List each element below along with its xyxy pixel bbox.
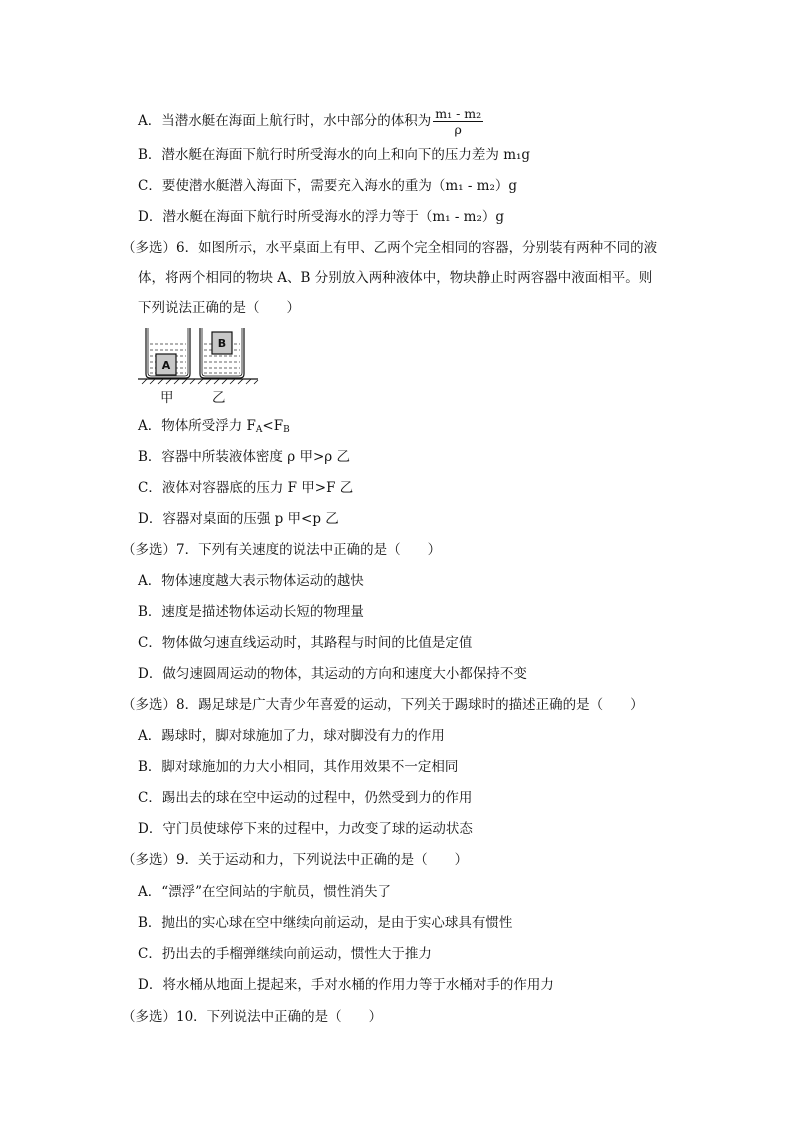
q9-option-d: D．将水桶从地面上提起来，手对水桶的作用力等于水桶对手的作用力 — [138, 977, 554, 993]
q7-option-c: C．物体做匀速直线运动时，其路程与时间的比值是定值 — [138, 635, 473, 651]
q6-option-a: A．物体所受浮力 $F_A<F_B$ — [138, 418, 290, 435]
q9-stem: （多选）9．关于运动和力，下列说法中正确的是（ ） — [122, 852, 469, 868]
q6-stem-line2: 体，将两个相同的物块 A、B 分别放入两种液体中，物块静止时两容器中液面相平。则 — [138, 270, 653, 286]
fraction-denominator: ρ — [454, 122, 462, 137]
q6-option-d: D．容器对桌面的压强 p 甲<p 乙 — [138, 511, 339, 527]
q8-option-c: C．踢出去的球在空中运动的过程中，仍然受到力的作用 — [138, 790, 473, 806]
q6-option-c: C．液体对容器底的压力 F 甲>F 乙 — [138, 480, 354, 496]
q5-option-b: B．潜水艇在海面下航行时所受海水的向上和向下的压力差为 m₁g — [138, 147, 531, 163]
q7-option-a: A．物体速度越大表示物体运动的越快 — [138, 573, 364, 589]
label-yi: 乙 — [212, 390, 226, 406]
q8-stem: （多选）8．踢足球是广大青少年喜爱的运动，下列关于踢球时的描述正确的是（ ） — [122, 697, 644, 713]
q9-option-a: A．“漂浮”在空间站的宇航员，惯性消失了 — [138, 884, 392, 900]
q10-stem: （多选）10．下列说法中正确的是（ ） — [122, 1009, 383, 1025]
q7-stem: （多选）7．下列有关速度的说法中正确的是（ ） — [122, 542, 442, 558]
containers-diagram — [138, 326, 263, 388]
q5-option-c: C．要使潜水艇潜入海面下，需要充入海水的重为（m₁ - m₂）g — [138, 178, 518, 194]
q5-option-a-fraction — [433, 106, 483, 137]
q7-option-b: B．速度是描述物体运动长短的物理量 — [138, 604, 364, 620]
q7-option-d: D．做匀速圆周运动的物体，其运动的方向和速度大小都保持不变 — [138, 666, 527, 682]
q5-option-a-text: A．当潜水艇在海面上航行时，水中部分的体积为 — [138, 113, 432, 129]
q9-option-b: B．抛出的实心球在空中继续向前运动，是由于实心球具有惯性 — [138, 915, 513, 931]
q6-option-b: B．容器中所装液体密度 ρ 甲>ρ 乙 — [138, 449, 350, 465]
q6-stem-line1: （多选）6．如图所示，水平桌面上有甲、乙两个完全相同的容器，分别装有两种不同的液 — [122, 240, 658, 256]
q8-option-d: D．守门员使球停下来的过程中，力改变了球的运动状态 — [138, 821, 473, 837]
q8-option-a: A．踢球时，脚对球施加了力，球对脚没有力的作用 — [138, 728, 445, 744]
q6-figure — [138, 326, 263, 406]
label-jia: 甲 — [160, 390, 174, 406]
q8-option-b: B．脚对球施加的力大小相同，其作用效果不一定相同 — [138, 759, 459, 775]
table-surface — [138, 379, 258, 384]
q5-option-d: D．潜水艇在海面下航行时所受海水的浮力等于（m₁ - m₂）g — [138, 209, 505, 225]
block-b — [212, 332, 232, 354]
block-a — [156, 354, 176, 375]
q6-stem-line3: 下列说法正确的是（ ） — [138, 300, 300, 316]
q9-option-c: C．扔出去的手榴弹继续向前运动，惯性大于推力 — [138, 946, 432, 962]
q5-option-a — [138, 106, 483, 137]
block-a-label: A — [161, 359, 171, 372]
fraction-numerator: m₁ - m₂ — [435, 106, 482, 121]
block-b-label: B — [217, 337, 227, 350]
